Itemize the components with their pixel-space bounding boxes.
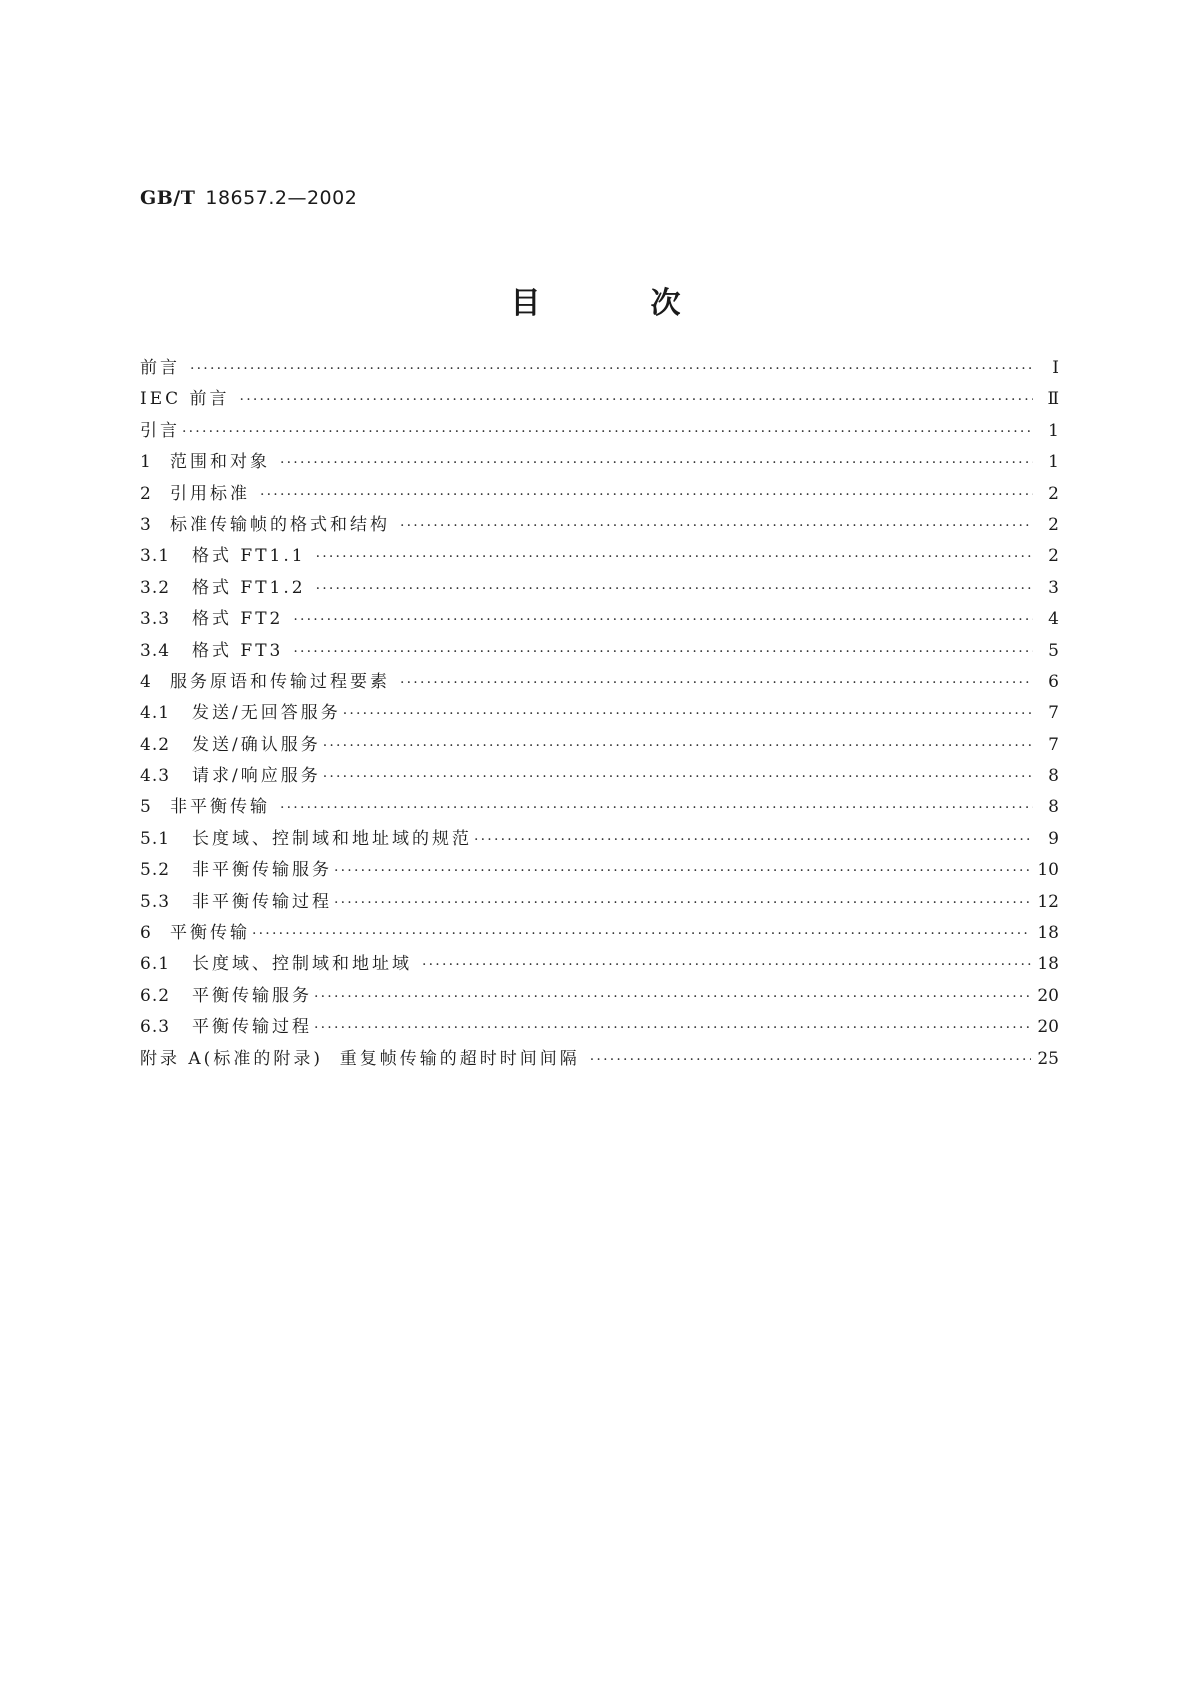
toc-dot-leader (323, 762, 1033, 793)
toc-entry-page: 10 (1037, 860, 1059, 881)
toc-entry-2[interactable] (140, 479, 1059, 510)
toc-dot-leader (182, 417, 1033, 448)
toc-entry-6[interactable] (140, 918, 1059, 949)
toc-dot-leader (590, 1045, 1032, 1076)
toc-list (140, 353, 1059, 1075)
toc-entry-label: 非平衡传输 (170, 797, 270, 818)
toc-dot-leader (334, 888, 1031, 919)
toc-entry-4[interactable] (140, 667, 1059, 698)
toc-entry-6-3[interactable] (140, 1012, 1059, 1043)
toc-entry-label: IEC 前言 (140, 389, 230, 410)
toc-entry-3-1[interactable] (140, 541, 1059, 572)
toc-entry-page: 20 (1037, 985, 1059, 1006)
toc-entry-3-3[interactable] (140, 604, 1059, 635)
toc-entry-number: 5.2 (140, 860, 171, 881)
toc-dot-leader (293, 637, 1033, 668)
toc-entry-label: 格式 FT1.2 (192, 577, 306, 598)
toc-entry-number: 6.2 (140, 985, 171, 1006)
toc-entry-5-2[interactable] (140, 855, 1059, 886)
toc-entry-label: 附录 A(标准的附录) 重复帧传输的超时时间间隔 (140, 1048, 580, 1069)
toc-entry-6-1[interactable] (140, 949, 1059, 980)
toc-entry-label: 平衡传输服务 (192, 985, 312, 1006)
toc-entry-number: 5.3 (140, 891, 171, 912)
toc-dot-leader (422, 950, 1031, 981)
toc-dot-leader (323, 731, 1033, 762)
toc-dot-leader (252, 919, 1031, 950)
toc-entry-page: 6 (1048, 671, 1059, 692)
toc-entry-introduction[interactable] (140, 416, 1059, 447)
toc-entry-foreword[interactable] (140, 353, 1059, 384)
toc-entry-number: 2 (140, 483, 152, 504)
toc-entry-number: 4.3 (140, 766, 171, 787)
toc-dot-leader (280, 793, 1033, 824)
toc-entry-page: 1 (1048, 420, 1059, 441)
standard-prefix: GB/T (140, 187, 196, 209)
toc-entry-number: 5.1 (140, 828, 171, 849)
toc-entry-label: 请求/响应服务 (192, 766, 321, 787)
toc-entry-1[interactable] (140, 447, 1059, 478)
toc-entry-number: 6.3 (140, 1017, 171, 1038)
toc-title (0, 278, 1191, 322)
toc-entry-label: 标准传输帧的格式和结构 (170, 514, 390, 535)
toc-entry-label: 引用标准 (170, 483, 250, 504)
toc-title-part2: 次 (650, 286, 681, 321)
toc-entry-page: 3 (1048, 577, 1059, 598)
toc-entry-label: 范围和对象 (170, 452, 270, 473)
toc-entry-number: 3 (140, 514, 152, 535)
standard-number: 18657.2—2002 (205, 187, 358, 209)
toc-entry-number: 6.1 (140, 954, 171, 975)
toc-entry-number: 3.2 (140, 577, 171, 598)
toc-entry-label: 格式 FT2 (192, 609, 284, 630)
toc-dot-leader (190, 354, 1033, 385)
toc-entry-page: 12 (1037, 891, 1059, 912)
toc-entry-page: 18 (1037, 923, 1059, 944)
toc-entry-label: 发送/确认服务 (192, 734, 321, 755)
toc-entry-label: 格式 FT3 (192, 640, 284, 661)
toc-dot-leader (343, 699, 1033, 730)
toc-entry-4-2[interactable] (140, 730, 1059, 761)
toc-entry-number: 3.3 (140, 609, 171, 630)
toc-entry-label: 非平衡传输过程 (192, 891, 332, 912)
toc-dot-leader (293, 605, 1033, 636)
toc-entry-label: 格式 FT1.1 (192, 546, 306, 567)
toc-entry-page: Ⅱ (1047, 389, 1059, 410)
toc-entry-label: 发送/无回答服务 (192, 703, 341, 724)
toc-entry-number: 3.1 (140, 546, 171, 567)
toc-dot-leader (400, 668, 1033, 699)
toc-dot-leader (316, 574, 1033, 605)
toc-entry-label: 非平衡传输服务 (192, 860, 332, 881)
toc-entry-page: 2 (1048, 483, 1059, 504)
toc-entry-label: 前言 (140, 358, 180, 378)
toc-entry-5-1[interactable] (140, 824, 1059, 855)
toc-dot-leader (314, 982, 1031, 1013)
toc-dot-leader (316, 542, 1033, 573)
standard-number-header (140, 187, 357, 209)
toc-entry-page: 18 (1037, 954, 1059, 975)
toc-entry-number: 5 (140, 797, 152, 818)
toc-title-part1: 目 (510, 286, 541, 321)
toc-entry-number: 4.1 (140, 703, 171, 724)
toc-dot-leader (280, 448, 1033, 479)
toc-entry-page: 2 (1048, 546, 1059, 567)
toc-entry-appendix-a[interactable] (140, 1044, 1059, 1075)
toc-entry-page: 20 (1037, 1017, 1059, 1038)
toc-entry-label: 引言 (140, 420, 180, 441)
toc-dot-leader (314, 1013, 1031, 1044)
toc-entry-number: 6 (140, 923, 152, 944)
toc-entry-5[interactable] (140, 792, 1059, 823)
toc-dot-leader (240, 385, 1033, 416)
toc-entry-page: 1 (1048, 452, 1059, 473)
toc-entry-label: 平衡传输 (170, 923, 250, 944)
toc-entry-number: 3.4 (140, 640, 171, 661)
toc-entry-label: 长度域、控制域和地址域的规范 (192, 828, 472, 849)
toc-dot-leader (400, 511, 1033, 542)
toc-entry-page: 8 (1048, 797, 1059, 818)
toc-entry-page: Ⅰ (1052, 358, 1059, 378)
toc-entry-4-3[interactable] (140, 761, 1059, 792)
toc-entry-page: 2 (1048, 514, 1059, 535)
toc-entry-number: 4.2 (140, 734, 171, 755)
toc-dot-leader (334, 856, 1031, 887)
toc-entry-page: 8 (1048, 766, 1059, 787)
toc-entry-4-1[interactable] (140, 698, 1059, 729)
toc-entry-3-2[interactable] (140, 573, 1059, 604)
toc-entry-number: 1 (140, 452, 152, 473)
toc-entry-6-2[interactable] (140, 981, 1059, 1012)
toc-entry-page: 25 (1037, 1048, 1059, 1069)
toc-entry-page: 5 (1048, 640, 1059, 661)
toc-entry-iec-foreword[interactable] (140, 384, 1059, 415)
toc-entry-label: 长度域、控制域和地址域 (192, 954, 412, 975)
toc-entry-3[interactable] (140, 510, 1059, 541)
toc-entry-number: 4 (140, 671, 152, 692)
toc-dot-leader (260, 480, 1033, 511)
toc-entry-5-3[interactable] (140, 887, 1059, 918)
toc-entry-page: 9 (1048, 828, 1059, 849)
toc-entry-page: 7 (1048, 703, 1059, 724)
toc-entry-page: 4 (1048, 609, 1059, 630)
toc-entry-label: 平衡传输过程 (192, 1017, 312, 1038)
toc-entry-3-4[interactable] (140, 636, 1059, 667)
toc-dot-leader (474, 825, 1033, 856)
toc-entry-label: 服务原语和传输过程要素 (170, 671, 390, 692)
toc-entry-page: 7 (1048, 734, 1059, 755)
